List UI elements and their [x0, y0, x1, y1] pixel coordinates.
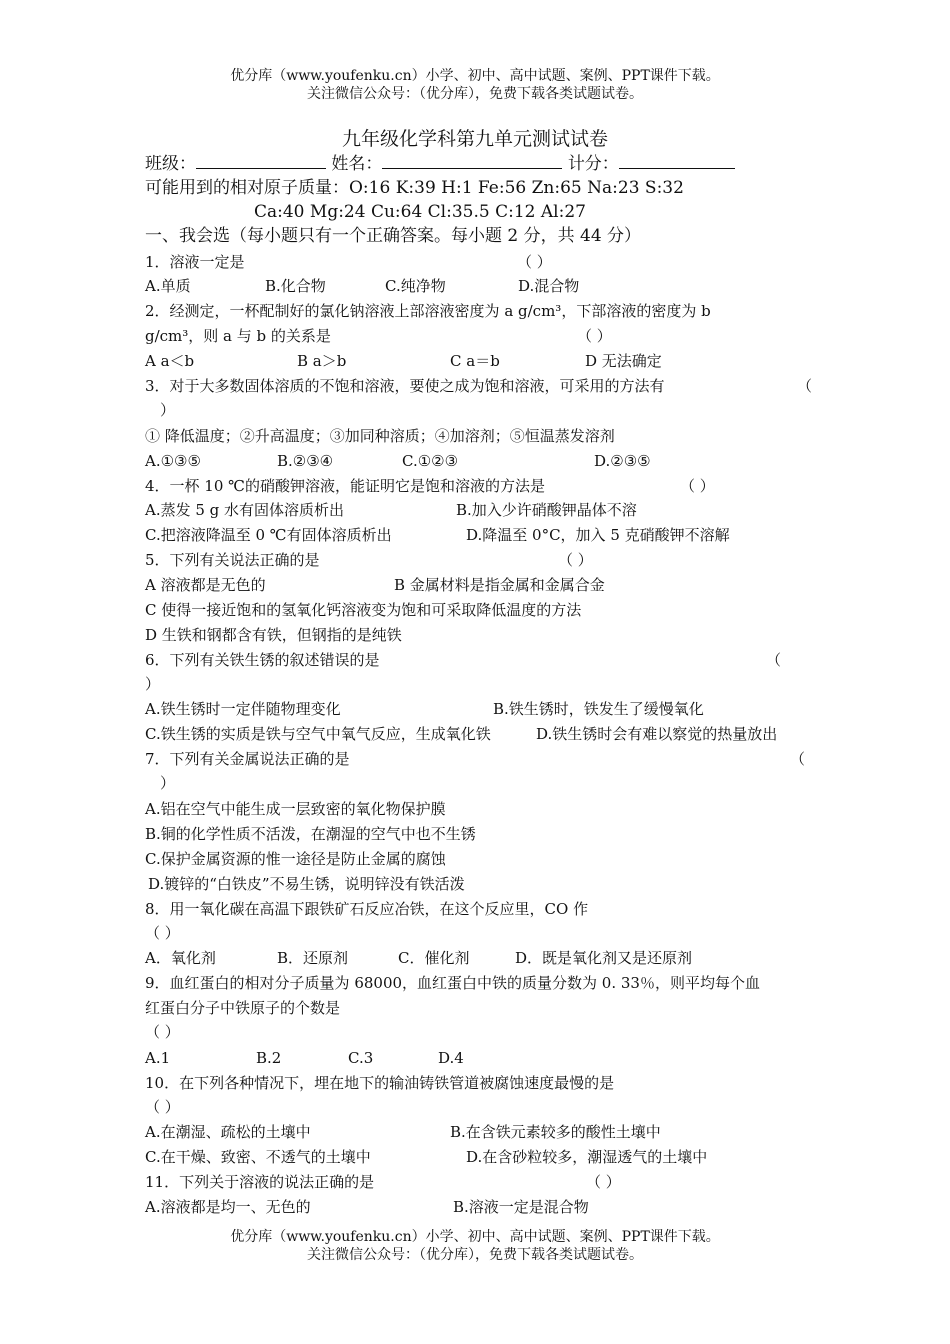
q6-option-a: A.铁生锈时一定伴随物理变化 [145, 700, 341, 718]
q5-paren: （ ） [558, 551, 593, 569]
q10-option-a: A.在潮湿、疏松的土壤中 [145, 1123, 311, 1141]
class-label: 班级： [145, 154, 196, 174]
q10-paren: （ ） [145, 1098, 180, 1116]
q8-option-a: A．氧化剂 [145, 949, 216, 967]
q3-methods: ① 降低温度；②升高温度；③加同种溶质；④加溶剂；⑤恒温蒸发溶剂 [145, 427, 615, 445]
page-title: 九年级化学科第九单元测试试卷 [341, 128, 608, 150]
q5-option-b: B 金属材料是指金属和金属合金 [394, 576, 605, 594]
q1-stem: 1．溶液一定是 [145, 253, 245, 271]
q2-stem-1: 2．经测定，一杯配制好的氯化钠溶液上部溶液密度为 a g/cm³，下部溶液的密度为 b [145, 302, 711, 320]
q11-stem: 11．下列关于溶液的说法正确的是 [145, 1173, 375, 1191]
q3-option-d: D.②③⑤ [594, 452, 651, 470]
score-label: 计分： [567, 154, 619, 174]
q10-option-d: D.在含砂粒较多，潮湿透气的土壤中 [466, 1148, 708, 1166]
q4-stem: 4．一杯 10 ℃的硝酸钾溶液，能证明它是饱和溶液的方法是 [145, 477, 545, 495]
q11-option-b: B.溶液一定是混合物 [453, 1198, 589, 1216]
q1-option-a: A.单质 [145, 277, 191, 295]
q11-option-a: A.溶液都是均一、无色的 [145, 1198, 311, 1216]
info-line [145, 152, 735, 174]
q3-paren-open: （ [797, 377, 813, 395]
q9-stem-2: 红蛋白分子中铁原子的个数是 [145, 999, 341, 1017]
name-label: 姓名： [331, 154, 383, 174]
q6-option-b: B.铁生锈时，铁发生了缓慢氧化 [493, 700, 704, 718]
q5-option-d: D 生铁和钢都含有铁，但钢指的是纯铁 [145, 626, 402, 644]
q4-option-d: D.降温至 0°C，加入 5 克硝酸钾不溶解 [466, 526, 730, 544]
q1-paren: （ ） [517, 253, 552, 271]
q8-option-d: D．既是氧化剂又是还原剂 [515, 949, 693, 967]
q2-option-d: D 无法确定 [585, 352, 662, 370]
q6-option-c: C.铁生锈的实质是铁与空气中氧气反应，生成氧化铁 [145, 725, 491, 743]
q2-option-b: B a＞b [297, 352, 347, 370]
q6-option-d: D.铁生锈时会有难以察觉的热量放出 [536, 725, 778, 743]
q10-option-c: C.在干燥、致密、不透气的土壤中 [145, 1148, 371, 1166]
q6-paren-open: （ [766, 651, 782, 669]
q1-option-d: D.混合物 [518, 277, 580, 295]
q3-paren-close: ） [160, 401, 176, 419]
footer-line-1: 优分库（www.youfenku.cn）小学、初中、高中试题、案例、PPT课件下载。 [230, 1229, 720, 1245]
q5-stem: 5．下列有关说法正确的是 [145, 551, 320, 569]
name-blank [382, 152, 562, 169]
q2-stem-2: g/cm³，则 a 与 b 的关系是 [145, 327, 331, 345]
q3-option-a: A.①③⑤ [145, 452, 201, 470]
q9-stem-1: 9．血红蛋白的相对分子质量为 68000，血红蛋白中铁的质量分数为 0. 33％，则平均每个血 [145, 974, 760, 992]
q6-stem: 6．下列有关铁生锈的叙述错误的是 [145, 651, 380, 669]
q5-option-a: A 溶液都是无色的 [145, 576, 266, 594]
q7-option-c: C.保护金属资源的惟一途径是防止金属的腐蚀 [145, 850, 446, 868]
q4-paren: （ ） [680, 477, 715, 495]
section-heading: 一、我会选（每小题只有一个正确答案。每小题 2 分，共 44 分） [145, 226, 642, 246]
q1-option-c: C.纯净物 [385, 277, 446, 295]
q4-option-c: C.把溶液降温至 0 ℃有固体溶质析出 [145, 526, 392, 544]
q7-paren-close: ） [160, 774, 176, 792]
q9-option-b: B.2 [256, 1049, 282, 1067]
q3-option-c: C.①②③ [402, 452, 459, 470]
q2-paren: （ ） [577, 327, 612, 345]
header-line-1: 优分库（www.youfenku.cn）小学、初中、高中试题、案例、PPT课件下载。 [230, 68, 720, 84]
q11-paren: （ ） [586, 1173, 621, 1191]
q8-option-b: B．还原剂 [277, 949, 349, 967]
atomic-mass-line-1: 可能用到的相对原子质量：O:16 K:39 H:1 Fe:56 Zn:65 Na:23 S:32 [145, 178, 684, 198]
q7-option-a: A.铝在空气中能生成一层致密的氧化物保护膜 [145, 800, 446, 818]
q9-option-c: C.3 [348, 1049, 374, 1067]
q9-option-a: A.1 [145, 1049, 171, 1067]
q7-option-d: D.镀锌的“白铁皮”不易生锈，说明锌没有铁活泼 [148, 875, 465, 893]
q8-stem: 8．用一氧化碳在高温下跟铁矿石反应冶铁，在这个反应里，CO 作 [145, 900, 589, 918]
q10-option-b: B.在含铁元素较多的酸性土壤中 [450, 1123, 661, 1141]
q9-option-d: D.4 [438, 1049, 464, 1067]
q8-paren: （ ） [145, 924, 180, 942]
q9-paren: （ ） [145, 1023, 180, 1041]
q3-stem: 3．对于大多数固体溶质的不饱和溶液，要使之成为饱和溶液，可采用的方法有 [145, 377, 665, 395]
q2-option-a: A a＜b [145, 352, 195, 370]
q3-option-b: B.②③④ [277, 452, 334, 470]
q7-option-b: B.铜的化学性质不活泼，在潮湿的空气中也不生锈 [145, 825, 476, 843]
q2-option-c: C a＝b [450, 352, 500, 370]
q7-stem: 7．下列有关金属说法正确的是 [145, 750, 350, 768]
q5-option-c: C 使得一接近饱和的氢氧化钙溶液变为饱和可采取降低温度的方法 [145, 601, 582, 619]
score-blank [619, 152, 735, 169]
header-line-2: 关注微信公众号：（优分库），免费下载各类试题试卷。 [307, 86, 643, 102]
footer-line-2: 关注微信公众号：（优分库），免费下载各类试题试卷。 [307, 1247, 643, 1263]
q10-stem: 10．在下列各种情况下，埋在地下的输油铸铁管道被腐蚀速度最慢的是 [145, 1074, 615, 1092]
atomic-mass-line-2: Ca:40 Mg:24 Cu:64 Cl:35.5 C:12 Al:27 [254, 202, 586, 222]
q7-paren-open: （ [790, 750, 806, 768]
q6-paren-close: ） [145, 675, 161, 693]
q1-option-b: B.化合物 [265, 277, 326, 295]
q8-option-c: C．催化剂 [398, 949, 470, 967]
class-blank [196, 152, 326, 169]
q4-option-a: A.蒸发 5 g 水有固体溶质析出 [145, 501, 345, 519]
q4-option-b: B.加入少许硝酸钾晶体不溶 [456, 501, 637, 519]
